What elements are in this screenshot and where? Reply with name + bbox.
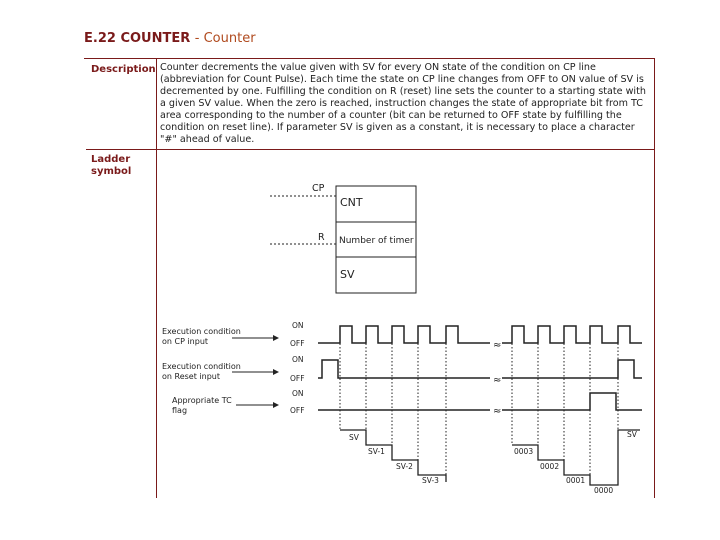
reset-on-label: ON: [292, 355, 304, 364]
tc-signal-label-1: Appropriate TC: [172, 396, 232, 405]
value-0003-label: 0003: [514, 447, 534, 456]
sv-label: SV: [340, 268, 355, 281]
cp-signal-label-2: on CP input: [162, 337, 209, 346]
cp-label: CP: [312, 183, 325, 194]
cp-off-label: OFF: [290, 339, 305, 348]
tc-signal-label-2: flag: [172, 406, 188, 415]
tc-break-mark: ≈: [493, 406, 502, 417]
tc-on-label: ON: [292, 389, 304, 398]
sv-minus-3-label: SV-3: [422, 476, 439, 485]
ladder-symbol-label-line1: Ladder: [91, 154, 131, 165]
tc-off-label: OFF: [290, 406, 305, 415]
description-text: Counter decrements the value given with SV for every ON state of the condition on CP line (abbreviation for Count Pulse). Each time the state on CP line changes from OFF to ON value of SV is decremented by one. Fulfilling the condition on R (reset) line sets the counter to a starting state with a given SV value. When the zero is reached, instruction changes the state of appropriate bit from TC area corresponding to the number of a counter (bit can be returned to OFF state by fulfilling the condition on reset line). If parameter SV is given as a constant, it is necessary to place a character "#" ahead of value.: [160, 62, 646, 145]
reset-waveform-left: [318, 360, 490, 378]
cp-waveform-right: [502, 326, 642, 343]
cp-waveform-left: [318, 326, 490, 343]
reset-signal-label-2: on Reset input: [162, 372, 220, 381]
r-label: R: [318, 232, 325, 243]
sv-minus-1-label: SV-1: [368, 447, 385, 456]
sv-minus-2-label: SV-2: [396, 462, 413, 471]
instruction-name: COUNTER: [120, 31, 191, 46]
sv-value-label: SV: [349, 433, 359, 442]
instruction-subtitle: - Counter: [194, 31, 256, 46]
timer-number-label: Number of timer: [339, 236, 414, 246]
value-0002-label: 0002: [540, 462, 560, 471]
sv-reset-label: SV: [627, 430, 637, 439]
value-0001-label: 0001: [566, 476, 586, 485]
cp-break-mark: ≈: [493, 340, 502, 351]
ladder-symbol-label-line2: symbol: [91, 166, 132, 177]
reset-break-mark: ≈: [493, 375, 502, 386]
reset-signal-label-1: Execution condition: [162, 362, 241, 371]
value-0000-label: 0000: [594, 486, 614, 495]
description-label: Description: [91, 64, 156, 75]
cp-signal-label-1: Execution condition: [162, 327, 241, 336]
cnt-label: CNT: [340, 196, 363, 209]
reset-off-label: OFF: [290, 374, 305, 383]
cp-on-label: ON: [292, 321, 304, 330]
reset-waveform-right: [502, 360, 642, 378]
timing-guides: [340, 326, 618, 485]
section-code: E.22: [84, 31, 116, 46]
tc-waveform-right: [502, 393, 642, 410]
